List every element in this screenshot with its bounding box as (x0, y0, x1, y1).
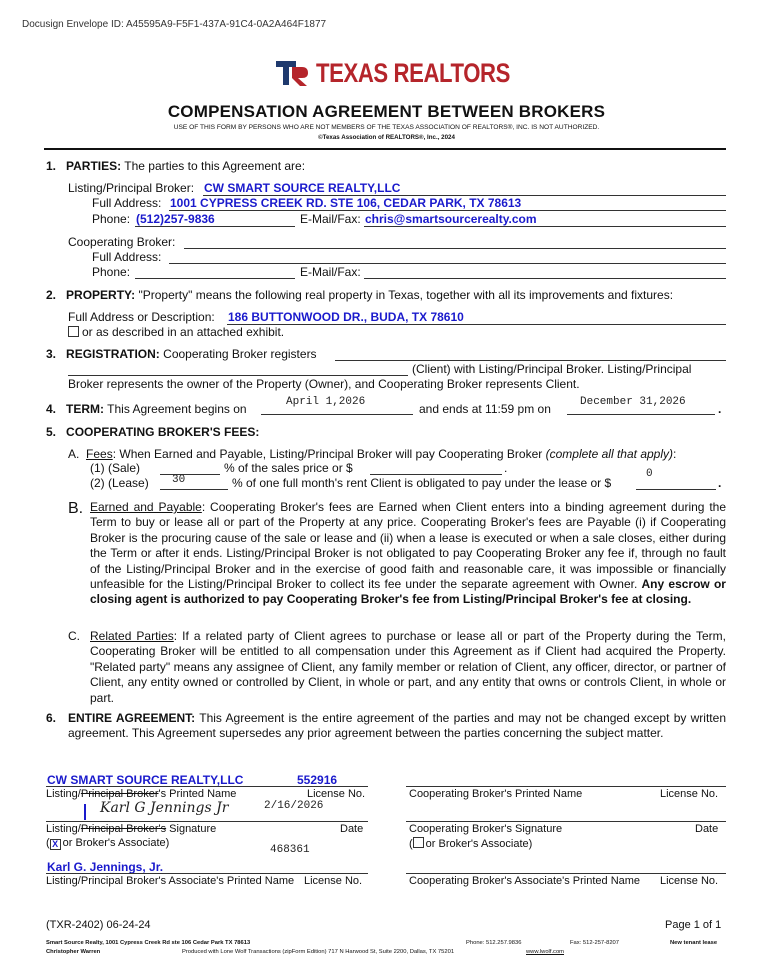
header-divider (44, 148, 726, 150)
coop-phone-label: Phone: (92, 265, 131, 279)
term-ends-text: and ends at 11:59 pm on (419, 402, 551, 416)
form-title: COMPENSATION AGREEMENT BETWEEN BROKERS (167, 102, 606, 121)
fees-b-paragraph: Earned and Payable: Cooperating Broker's fees are Earned when Client enters into a binding agreement during the Term to buy or lease all or part of the Property at any price. Cooperating Broker's fees are Payable (i) if Cooperating Broker is the procuring cause of the sale or lease and (ii) when a lease is executed or when a sale closes, either during the Term or after it ends. Listing/Principal Broker is not obligated to pay Cooperating Broker any fee if, through no fault of the Listing/Principal Broker and in the exercise of good faith and reasonable care, it was impossible or financially unfeasible for the Listing/Principal Broker to collect its fee under the separate agreement with Owner. Any escrow or closing agent is authorized to pay Cooperating Broker's fee from Listing/Principal Broker's fee at closing. (90, 500, 727, 607)
coop-associate-label: Cooperating Broker's Associate's Printed Name (409, 875, 641, 887)
lp-license-label: License No. (307, 788, 366, 800)
associate-name[interactable]: Karl G. Jennings, Jr. (47, 860, 164, 874)
sig-coop-name-line[interactable] (406, 786, 726, 787)
term-begin-line (261, 414, 413, 415)
lp-associate-label: Listing/Principal Broker's Associate's Printed Name (46, 875, 295, 887)
registration-text-3: Broker represents the owner of the Property (Owner), and Cooperating Broker represents Client. (68, 377, 580, 391)
lp-printed-name-label: Listing/Principal Broker's Printed Name (46, 788, 237, 800)
lease-label: (2) (Lease) (90, 476, 149, 490)
lp-email[interactable]: chris@smartsourcerealty.com (365, 212, 537, 226)
lp-associate-license-label: License No. (304, 875, 363, 887)
lp-phone[interactable]: (512)257-9836 (136, 212, 215, 226)
lease-period: . (718, 476, 722, 490)
registration-client-line[interactable] (335, 360, 726, 361)
lp-signature-date[interactable]: 2/16/2026 (264, 800, 324, 812)
sale-label: (1) (Sale) (90, 461, 141, 475)
coop-date-label: Date (695, 823, 719, 835)
lp-signature-line (46, 821, 368, 822)
usage-notice: USE OF THIS FORM BY PERSONS WHO ARE NOT MEMBERS OF THE TEXAS ASSOCIATION OF REALTORS®, INC. IS NOT AUTHORIZED. (173, 124, 600, 131)
footer-phone: Phone: 512.257.9836 (466, 940, 522, 946)
lp-date-label: Date (340, 823, 364, 835)
coop-broker-label: Cooperating Broker: (68, 235, 176, 249)
term-begin-date[interactable]: April 1,2026 (286, 396, 366, 408)
sale-text: % of the sales price or $ (224, 461, 353, 475)
listing-broker-name[interactable]: CW SMART SOURCE REALTY,LLC (204, 181, 401, 195)
copyright: ©Texas Association of REALTORS®, Inc., 2024 (318, 134, 455, 141)
fees-c-paragraph: Related Parties: If a related party of Client agrees to purchase or lease all or part of the Property during the Term, Cooperating Broker will be entitled to all compensation under this Agreement as if Client had acquired the Property. "Related party" means any assignee of Client, any family member or relation of Client, any officer, director, or partner of Client, any entity owned or controlled by Client, in whole or part, and any entity that owns or controls Client, in whole or part. (90, 629, 726, 705)
footer-file: New tenant lease (670, 940, 718, 946)
footer-site[interactable]: www.lwolf.com (526, 949, 565, 955)
lease-percent[interactable]: 30 (172, 474, 186, 486)
lp-associate-line (46, 873, 368, 874)
section-6-num: 6. (46, 711, 57, 725)
fees-a-label: A. Fees: When Earned and Payable, Listing/Principal Broker will pay Cooperating Broker (complete all that apply): (68, 447, 677, 461)
lease-amount[interactable]: 0 (646, 468, 653, 480)
lp-email-line (364, 226, 726, 227)
footer-office: Smart Source Realty, 1001 Cypress Creek Rd ste 106 Cedar Park TX 78613 (46, 940, 251, 946)
term-end-date[interactable]: December 31,2026 (580, 396, 686, 408)
coop-address-line[interactable] (169, 263, 726, 264)
footer-produced: Produced with Lone Wolf Transactions (zipForm Edition) 717 N Harwood St, Suite 2200, Dallas, TX 75201 (182, 949, 455, 955)
lp-address-label: Full Address: (92, 196, 162, 210)
associate-license[interactable]: 468361 (270, 844, 310, 856)
property-address[interactable]: 186 BUTTONWOOD DR., BUDA, TX 78610 (228, 310, 464, 324)
section-2-header: 2. PROPERTY: "Property" means the following real property in Texas, together with all its improvements and fixtures: (46, 288, 674, 302)
logo-text: TEXAS REALTORS (316, 57, 510, 88)
sale-amount-line[interactable] (370, 474, 502, 475)
sig-lp-name[interactable]: CW SMART SOURCE REALTY,LLC (47, 773, 244, 787)
lp-associate-option: ( X or Broker's Associate) (46, 837, 170, 849)
coop-broker-line[interactable] (184, 248, 726, 249)
lease-text: % of one full month's rent Client is obligated to pay under the lease or $ (232, 476, 612, 490)
lp-signature[interactable]: Karl G Jennings Jr (100, 800, 229, 816)
lease-amount-line (636, 489, 716, 490)
page-number: Page 1 of 1 (665, 919, 722, 931)
coop-email-label: E-Mail/Fax: (300, 265, 361, 279)
exhibit-checkbox[interactable] (68, 326, 79, 337)
section-5-header: 5. COOPERATING BROKER'S FEES: (46, 425, 260, 439)
term-end-line (567, 414, 715, 415)
section-6-paragraph: ENTIRE AGREEMENT: This Agreement is the entire agreement of the parties and may not be changed except by written agreement. This Agreement supersedes any prior agreement between the parties concerning the subject matter. (68, 711, 726, 741)
tr-logo-icon (276, 59, 310, 87)
footer-agent: Christopher Warren (46, 949, 101, 955)
section-1-header: 1. PARTIES: The parties to this Agreement are: (46, 159, 306, 173)
section-4-header: 4. TERM: This Agreement begins on (46, 402, 247, 416)
lp-signature-label: Listing/Principal Broker's Signature (46, 823, 217, 835)
sig-lp-license[interactable]: 552916 (297, 773, 338, 787)
property-address-line (227, 324, 726, 325)
coop-address-label: Full Address: (92, 250, 162, 264)
lp-phone-label: Phone: (92, 212, 131, 226)
coop-associate-checkbox[interactable] (413, 837, 424, 848)
footer-fax: Fax: 512-257-8207 (570, 940, 619, 946)
sale-period: . (504, 461, 508, 475)
coop-associate-line[interactable] (406, 873, 726, 874)
lease-percent-line (160, 489, 228, 490)
exhibit-option: or as described in an attached exhibit. (68, 325, 284, 339)
lp-address[interactable]: 1001 CYPRESS CREEK RD. STE 106, CEDAR PARK, TX 78613 (170, 196, 522, 210)
coop-signature-label: Cooperating Broker's Signature (409, 823, 563, 835)
registration-client-line-2[interactable] (68, 375, 408, 376)
fees-c-letter: C. (68, 629, 80, 643)
coop-printed-name-label: Cooperating Broker's Printed Name (409, 788, 583, 800)
signature-flag (84, 804, 86, 820)
coop-signature-line[interactable] (406, 821, 726, 822)
section-3-header: 3. REGISTRATION: Cooperating Broker registers (46, 347, 317, 361)
lp-email-label: E-Mail/Fax: (300, 212, 361, 226)
coop-phone-line[interactable] (135, 278, 295, 279)
sig-lp-name-line (46, 786, 368, 787)
lp-associate-checkbox[interactable]: X (50, 839, 61, 850)
texas-realtors-logo (276, 58, 553, 88)
sale-percent-line[interactable] (160, 474, 220, 475)
coop-email-line[interactable] (364, 278, 726, 279)
term-period: . (718, 402, 722, 416)
coop-license-label: License No. (660, 788, 719, 800)
coop-associate-license-label: License No. (660, 875, 719, 887)
listing-broker-label: Listing/Principal Broker: (68, 181, 195, 195)
property-address-label: Full Address or Description: (68, 310, 215, 324)
form-id: (TXR-2402) 06-24-24 (46, 919, 151, 931)
lp-address-line (169, 210, 726, 211)
coop-associate-option: ( or Broker's Associate) (409, 838, 533, 850)
fees-b-letter: B. (68, 500, 84, 517)
registration-text-2: (Client) with Listing/Principal Broker. Listing/Principal (412, 362, 692, 376)
envelope-id: Docusign Envelope ID: A45595A9-F5F1-437A-91C4-0A2A464F1877 (22, 19, 327, 30)
lp-phone-line (135, 226, 295, 227)
